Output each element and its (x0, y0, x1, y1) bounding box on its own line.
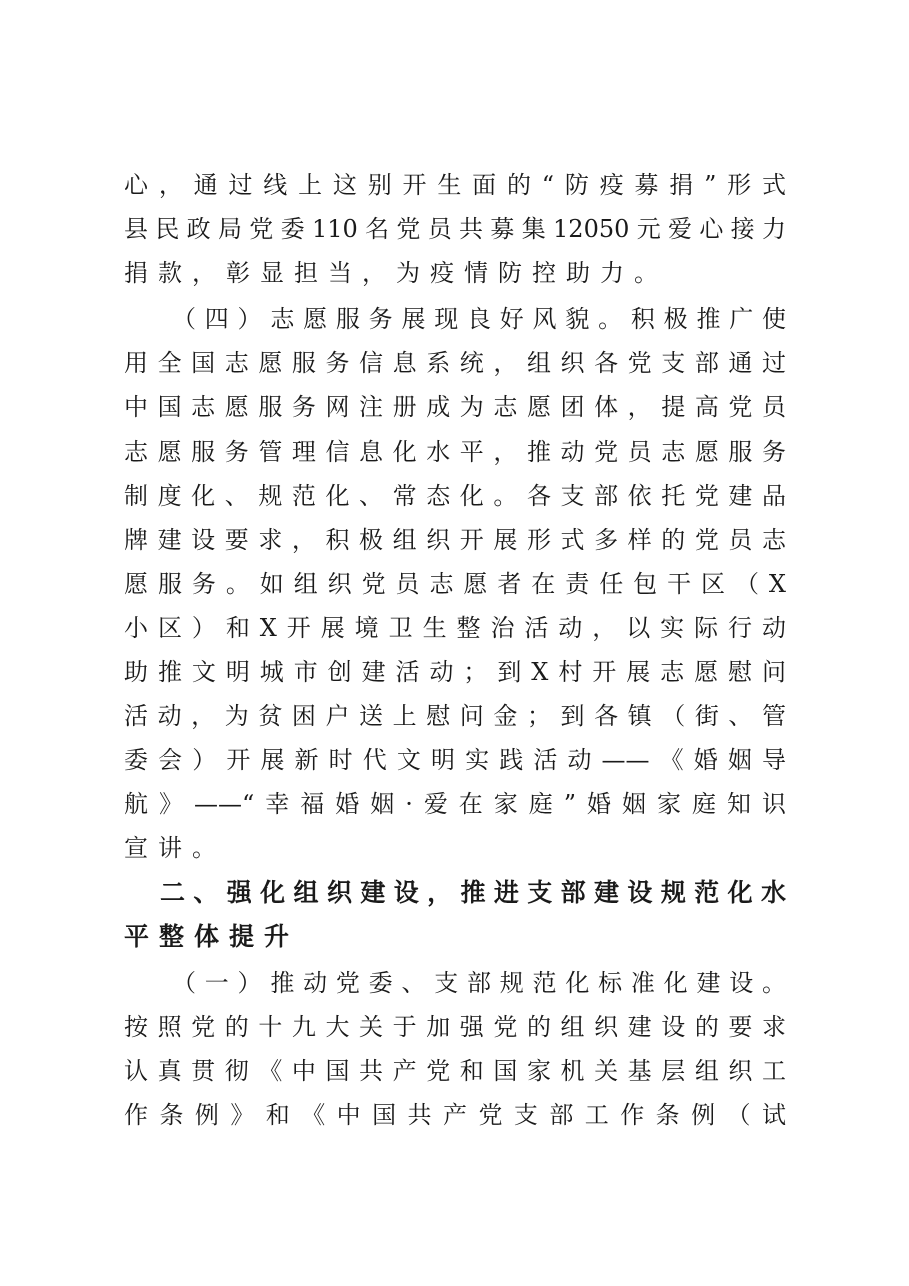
text-line: 作条例》和《中国共产党支部工作条例（试 (124, 1101, 786, 1129)
text-line: 认真贯彻《中国共产党和国家机关基层组织工 (124, 1057, 786, 1085)
text-line: 制度化、规范化、常态化。各支部依托党建品 (124, 482, 786, 510)
text-line: 航》——“幸福婚姻·爱在家庭”婚姻家庭知识 (124, 790, 786, 818)
text-line: 县民政局党委110名党员共募集12050元爱心接力 (124, 215, 786, 243)
paragraph-heading-line: （一）推动党委、支部规范化标准化建设。 (172, 969, 786, 997)
text-line: 志愿服务管理信息化水平，推动党员志愿服务 (124, 438, 786, 466)
text-line: 助推文明城市创建活动；到X村开展志愿慰问 (124, 658, 786, 686)
text-line: 中国志愿服务网注册成为志愿团体，提高党员 (124, 393, 786, 421)
text-line: 小区）和X开展境卫生整治活动，以实际行动 (124, 614, 786, 642)
text-line: 愿服务。如组织党员志愿者在责任包干区（X (124, 570, 786, 598)
text-line: 牌建设要求，积极组织开展形式多样的党员志 (124, 526, 786, 554)
text-line: 心，通过线上这别开生面的“防疫募捐”形式 (124, 171, 786, 199)
text-line: 捐款，彰显担当，为疫情防控助力。 (124, 259, 668, 287)
text-line: 委会）开展新时代文明实践活动——《婚姻导 (124, 746, 786, 774)
text-line: 按照党的十九大关于加强党的组织建设的要求 (124, 1013, 786, 1041)
text-line: 用全国志愿服务信息系统，组织各党支部通过 (124, 349, 786, 377)
section-heading-continued: 平整体提升 (124, 922, 300, 951)
section-heading: 二、强化组织建设，推进支部建设规范化水 (160, 878, 786, 907)
paragraph-heading-line: （四）志愿服务展现良好风貌。积极推广使 (172, 305, 786, 333)
text-line: 宣讲。 (124, 834, 226, 862)
text-line: 活动，为贫困户送上慰问金；到各镇（街、管 (124, 702, 786, 730)
